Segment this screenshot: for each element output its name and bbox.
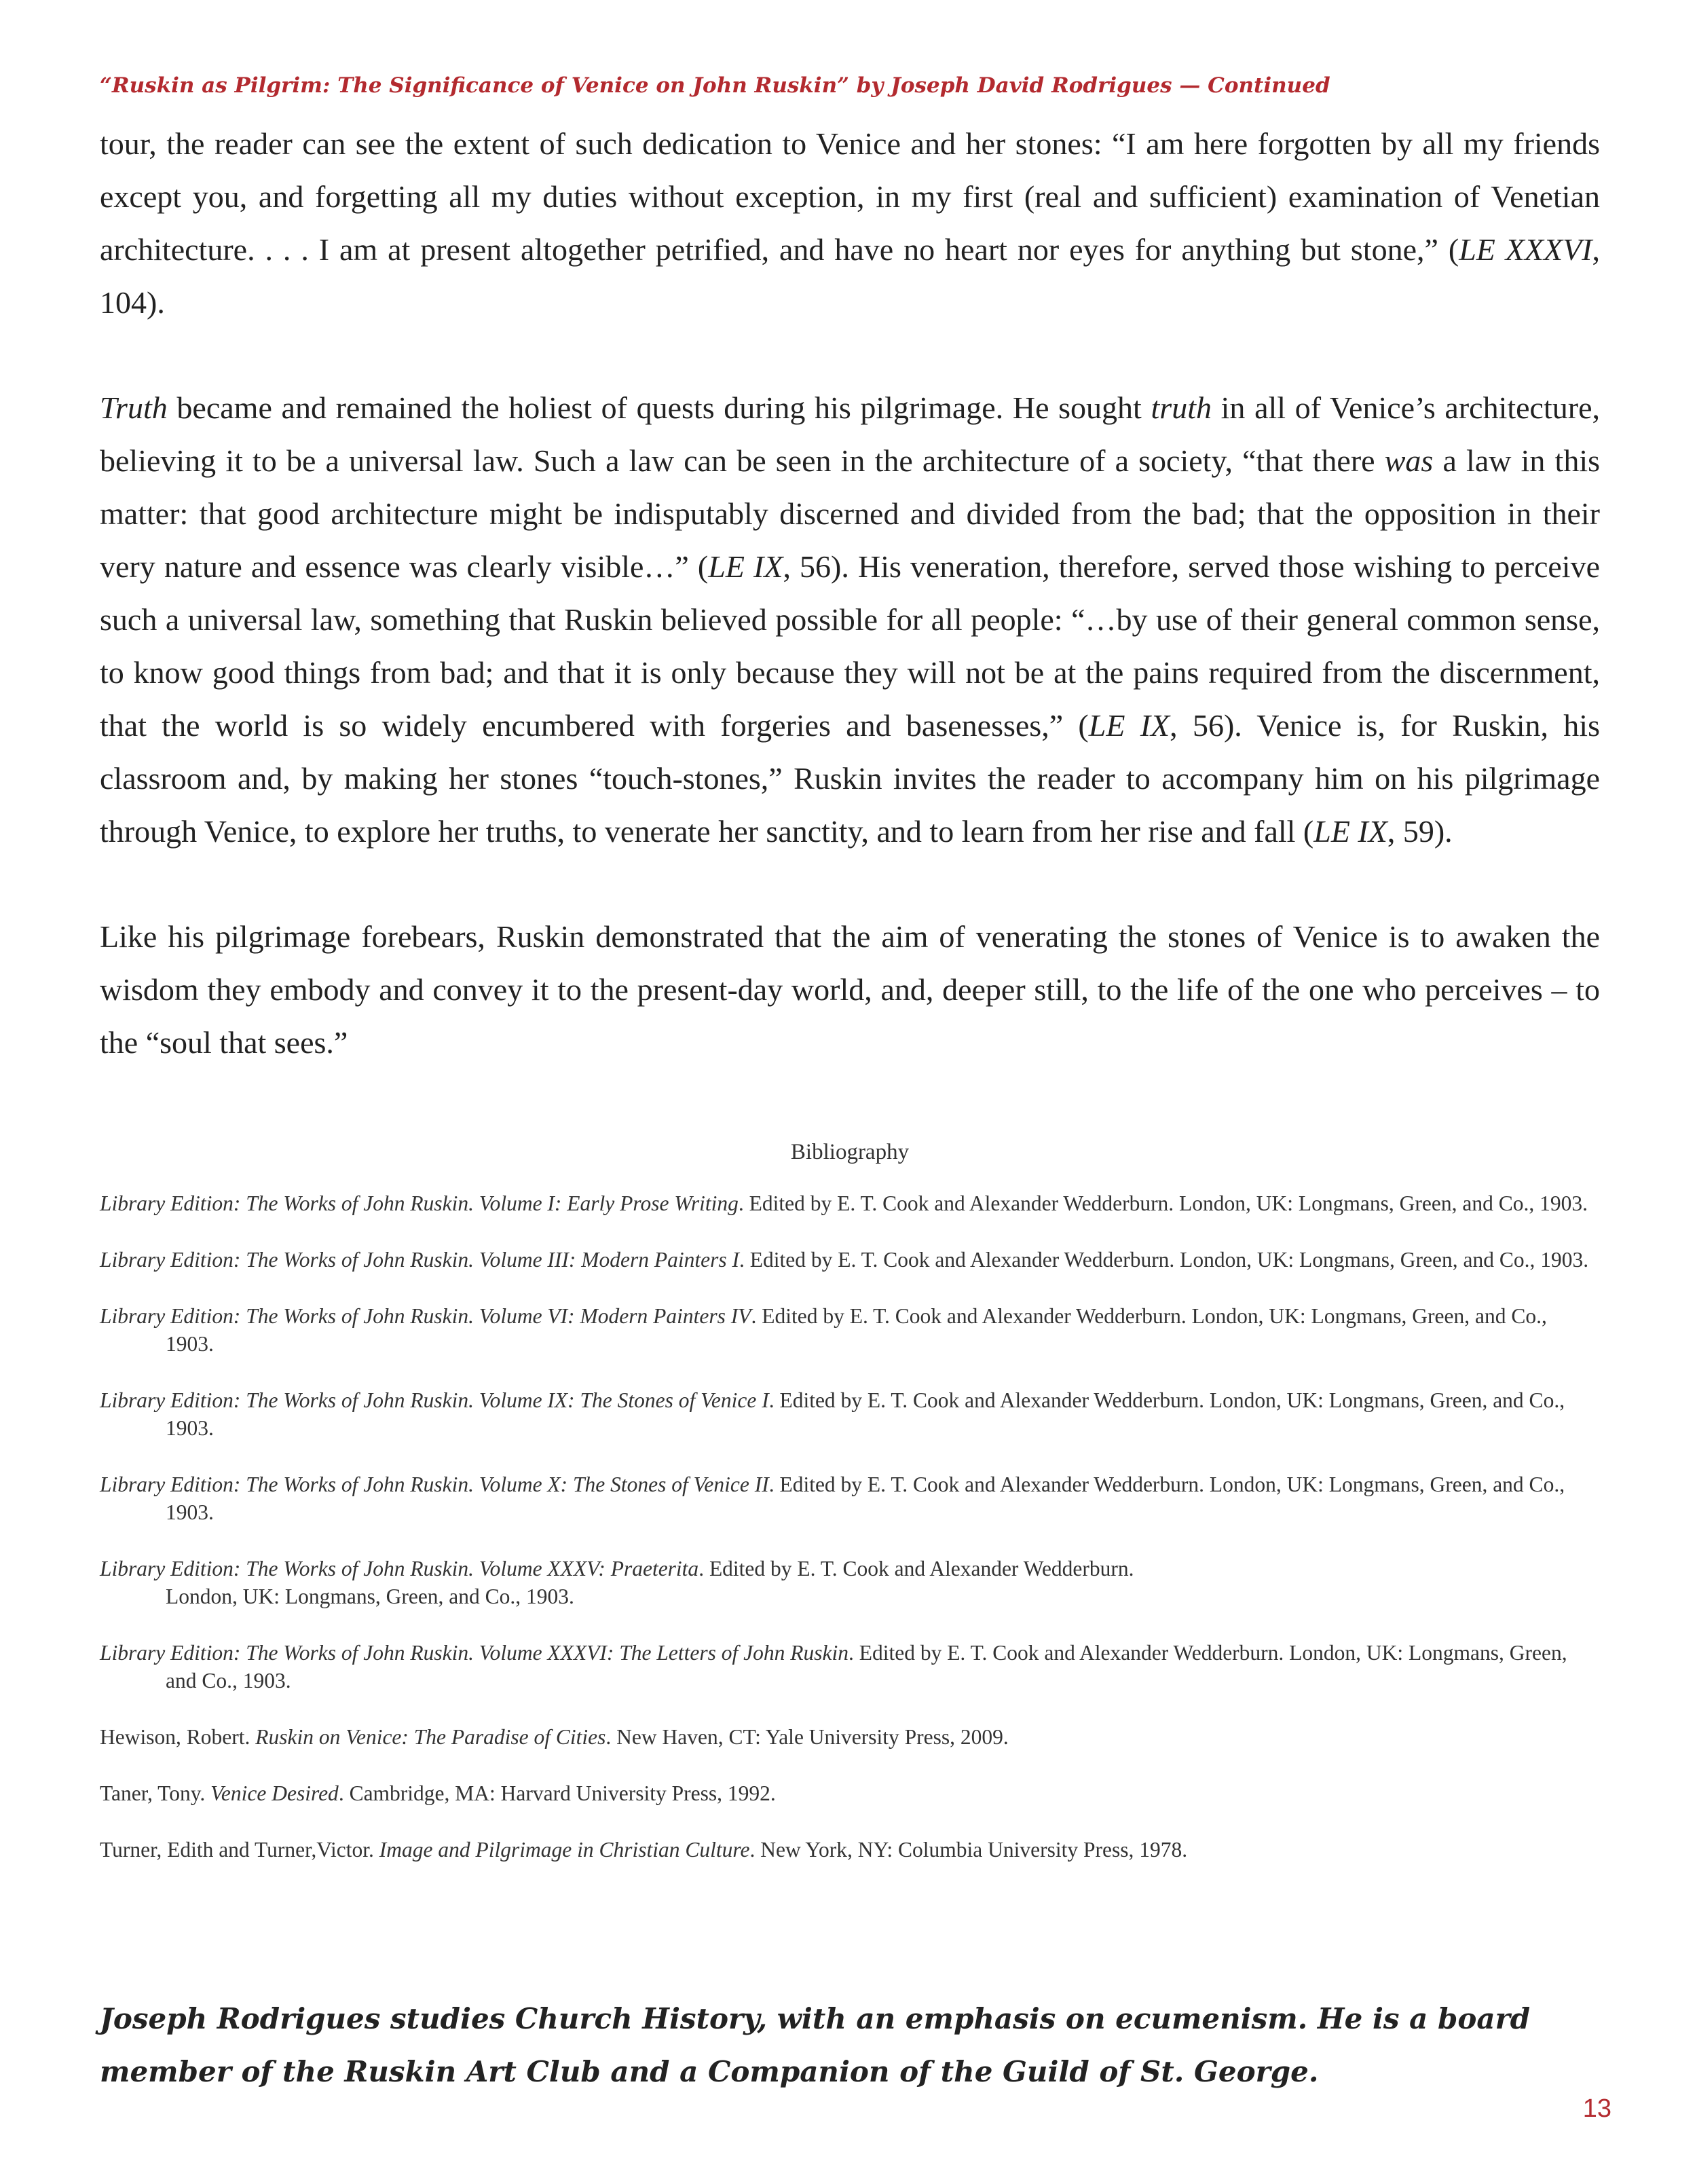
- entry-title: Library Edition: The Works of John Ruskin. Volume I: Early Prose Writing: [100, 1191, 739, 1215]
- bibliography-entry: [100, 1639, 1578, 1695]
- entry-author: Hewison, Robert.: [100, 1725, 256, 1749]
- entry-title: Library Edition: The Works of John Ruskin. Volume IX: The Stones of Venice I: [100, 1388, 769, 1412]
- emphasis-italic: truth: [1151, 390, 1212, 425]
- entry-details: . New Haven, CT: Yale University Press, 2009.: [605, 1725, 1009, 1749]
- emphasis-italic: Truth: [100, 390, 168, 425]
- bibliography-entry: [100, 1723, 1600, 1751]
- text-run: , 59).: [1387, 814, 1453, 849]
- entry-title: Library Edition: The Works of John Ruskin. Volume XXXVI: The Letters of John Ruskin: [100, 1641, 848, 1665]
- entry-details: . Edited by E. T. Cook and Alexander Wedderburn. London, UK: Longmans, Green, and Co., 1903.: [166, 1641, 1567, 1692]
- bibliography-entry: [100, 1189, 1600, 1217]
- entry-details: . Cambridge, MA: Harvard University Press, 1992.: [338, 1781, 776, 1805]
- entry-details: . Edited by E. T. Cook and Alexander Wedderburn. London, UK: Longmans, Green, and Co., 1903.: [738, 1191, 1588, 1215]
- text-run: became and remained the holiest of quests during his pilgrimage. He sought: [167, 390, 1151, 425]
- entry-author: Taner, Tony.: [100, 1781, 211, 1805]
- running-header: “Ruskin as Pilgrim: The Significance of Venice on John Ruskin” by Joseph David Rodrigues — Continued: [100, 73, 1330, 98]
- citation-italic: LE XXXVI: [1459, 232, 1592, 267]
- entry-title: Library Edition: The Works of John Ruskin. Volume XXXV: Praeterita: [100, 1557, 699, 1580]
- entry-details: . Edited by E. T. Cook and Alexander Wedderburn. London, UK: Longmans, Green, and Co., 1903.: [739, 1248, 1589, 1272]
- bibliography-entry: [100, 1246, 1600, 1274]
- entry-details: . Edited by E. T. Cook and Alexander Wedderburn. London, UK: Longmans, Green, and Co., 1903.: [166, 1388, 1565, 1440]
- bibliography-entry: [100, 1779, 1600, 1807]
- citation-italic: LE IX: [1088, 708, 1170, 743]
- entry-title: Ruskin on Venice: The Paradise of Cities: [255, 1725, 606, 1749]
- citation-italic: LE IX: [1313, 814, 1387, 849]
- bibliography-list: [100, 1189, 1600, 1892]
- text-run: in all of Venice’s architecture, believing it to be a universal law. Such a law can be seen in the architecture of a society, “that there: [100, 390, 1600, 478]
- entry-details: . Edited by E. T. Cook and Alexander Wedderburn. London, UK: Longmans, Green, and Co., 1903.: [166, 1473, 1565, 1524]
- entry-title: Library Edition: The Works of John Ruskin. Volume III: Modern Painters I: [100, 1248, 739, 1272]
- emphasis-italic: was: [1384, 443, 1434, 478]
- bibliography-entry: [100, 1386, 1600, 1442]
- text-run: a law in this matter: that good architecture might be indisputably discerned and divided from the bad; that the opposition in their very nature and essence was clearly visible…” (: [100, 443, 1601, 584]
- entry-title: Library Edition: The Works of John Ruskin. Volume X: The Stones of Venice II: [100, 1473, 769, 1496]
- entry-details: . Edited by E. T. Cook and Alexander Wedderburn. London, UK: Longmans, Green, and Co., 1903.: [166, 1557, 1134, 1608]
- paragraph-2: [100, 382, 1600, 858]
- bibliography-entry: [100, 1470, 1600, 1526]
- paragraph-1: [100, 117, 1600, 329]
- text-run: tour, the reader can see the extent of such dedication to Venice and her stones: “I am here forgotten by all my friends except you, and forgetting all my duties without exception, in my first (real and sufficient) examination of Venetian architecture. . . . I am at present altogether petrified, and have no heart nor eyes for anything but stone,” (: [100, 126, 1600, 267]
- text-run: , 104).: [100, 232, 1601, 320]
- page-number: 13: [1582, 2094, 1611, 2123]
- bibliography-heading: Bibliography: [790, 1140, 910, 1164]
- bibliography-entry: [100, 1836, 1600, 1864]
- article-body: [100, 117, 1600, 1069]
- entry-title: Image and Pilgrimage in Christian Culture: [379, 1838, 750, 1862]
- bibliography-entry: [100, 1555, 1157, 1610]
- citation-italic: LE IX: [708, 549, 783, 584]
- entry-title: Venice Desired: [210, 1781, 339, 1805]
- entry-title: Library Edition: The Works of John Ruskin. Volume VI: Modern Painters IV: [100, 1304, 751, 1328]
- entry-details: . Edited by E. T. Cook and Alexander Wedderburn. London, UK: Longmans, Green, and Co., 1903.: [166, 1304, 1547, 1356]
- paragraph-3: Like his pilgrimage forebears, Ruskin demonstrated that the aim of venerating the stones of Venice is to awaken the wisdom they embody and convey it to the present-day world, and, deeper still, to the life of the one who perceives – to the “soul that sees.”: [100, 919, 1600, 1060]
- entry-details: . New York, NY: Columbia University Press, 1978.: [749, 1838, 1188, 1862]
- text-run: , 56). Venice is, for Ruskin, his classroom and, by making her stones “touch-stones,” Ruskin invites the reader to accompany him on his pilgrimage through Venice, to explore her truths, to venerate her sanctity, and to learn from her rise and fall (: [100, 708, 1600, 849]
- text-run: , 56). His veneration, therefore, served those wishing to perceive such a universal law, something that Ruskin believed possible for all people: “…by use of their general common sense, to know good things from bad; and that it is only because they will not be at the pains required from the discernment, that the world is so widely encumbered with forgeries and basenesses,” (: [100, 549, 1601, 743]
- author-bio: Joseph Rodrigues studies Church History, with an emphasis on ecumenism. He is a board member of the Ruskin Art Club and a Companion of the Guild of St. George.: [100, 2002, 1531, 2088]
- entry-author: Turner, Edith and Turner,Victor.: [100, 1838, 379, 1862]
- bibliography-entry: [100, 1302, 1600, 1358]
